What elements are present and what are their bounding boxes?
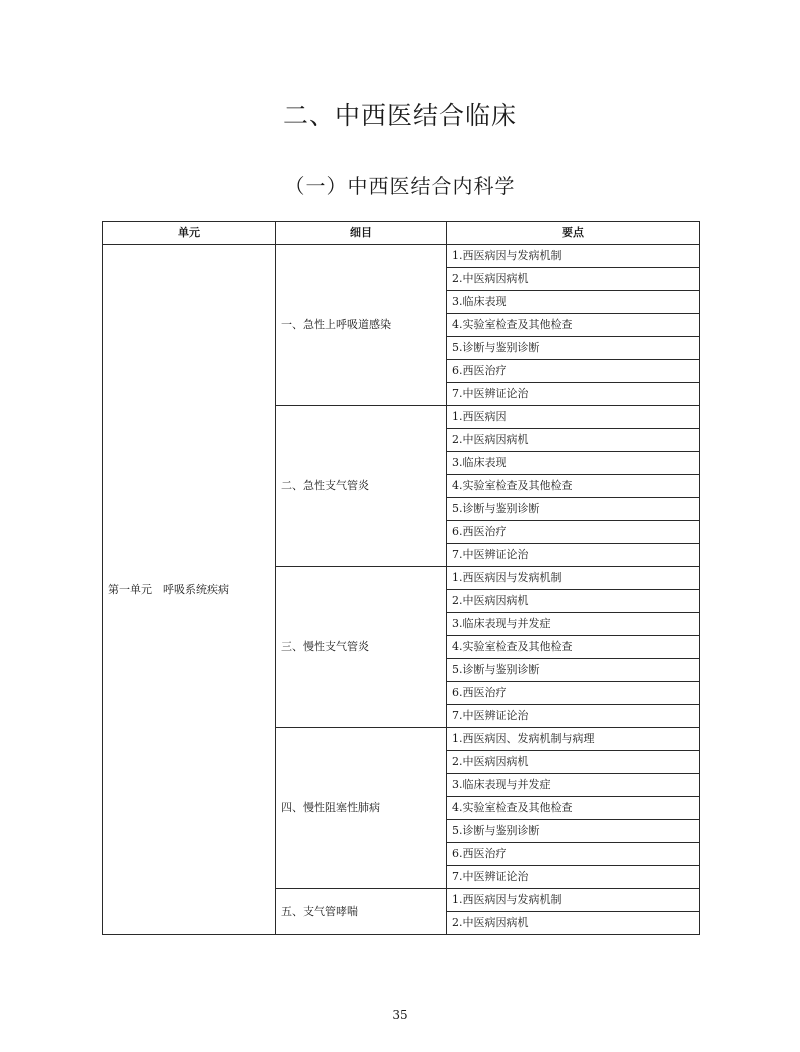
page-number: 35 bbox=[392, 1008, 408, 1022]
syllabus-table bbox=[102, 221, 700, 935]
point-cell: 6.西医治疗 bbox=[447, 843, 700, 866]
point-cell: 2.中医病因病机 bbox=[447, 751, 700, 774]
point-cell: 6.西医治疗 bbox=[447, 360, 700, 383]
point-cell: 4.实验室检查及其他检查 bbox=[447, 475, 700, 498]
point-cell: 5.诊断与鉴别诊断 bbox=[447, 337, 700, 360]
item-cell: 四、慢性阻塞性肺病 bbox=[276, 728, 447, 889]
point-cell: 7.中医辨证论治 bbox=[447, 866, 700, 889]
header-item: 细目 bbox=[276, 222, 447, 245]
point-cell: 7.中医辨证论治 bbox=[447, 544, 700, 567]
point-cell: 4.实验室检查及其他检查 bbox=[447, 636, 700, 659]
point-cell: 3.临床表现与并发症 bbox=[447, 613, 700, 636]
point-cell: 1.西医病因 bbox=[447, 406, 700, 429]
unit-cell: 第一单元 呼吸系统疾病 bbox=[103, 245, 276, 935]
point-cell: 5.诊断与鉴别诊断 bbox=[447, 498, 700, 521]
header-points: 要点 bbox=[447, 222, 700, 245]
point-cell: 7.中医辨证论治 bbox=[447, 705, 700, 728]
point-cell: 5.诊断与鉴别诊断 bbox=[447, 659, 700, 682]
page-title: 二、中西医结合临床 bbox=[282, 101, 517, 130]
point-cell: 5.诊断与鉴别诊断 bbox=[447, 820, 700, 843]
point-cell: 2.中医病因病机 bbox=[447, 429, 700, 452]
point-cell: 3.临床表现 bbox=[447, 452, 700, 475]
point-cell: 1.西医病因与发病机制 bbox=[447, 889, 700, 912]
point-cell: 1.西医病因与发病机制 bbox=[447, 245, 700, 268]
point-cell: 6.西医治疗 bbox=[447, 682, 700, 705]
header-unit: 单元 bbox=[103, 222, 276, 245]
section-title: （一）中西医结合内科学 bbox=[284, 174, 516, 198]
point-cell: 2.中医病因病机 bbox=[447, 268, 700, 291]
item-cell: 二、急性支气管炎 bbox=[276, 406, 447, 567]
item-cell: 三、慢性支气管炎 bbox=[276, 567, 447, 728]
point-cell: 2.中医病因病机 bbox=[447, 912, 700, 935]
point-cell: 3.临床表现与并发症 bbox=[447, 774, 700, 797]
point-cell: 4.实验室检查及其他检查 bbox=[447, 797, 700, 820]
point-cell: 2.中医病因病机 bbox=[447, 590, 700, 613]
point-cell: 3.临床表现 bbox=[447, 291, 700, 314]
item-cell: 一、急性上呼吸道感染 bbox=[276, 245, 447, 406]
table-row bbox=[103, 245, 700, 268]
point-cell: 4.实验室检查及其他检查 bbox=[447, 314, 700, 337]
table-header-row bbox=[103, 222, 700, 245]
point-cell: 1.西医病因、发病机制与病理 bbox=[447, 728, 700, 751]
point-cell: 1.西医病因与发病机制 bbox=[447, 567, 700, 590]
point-cell: 7.中医辨证论治 bbox=[447, 383, 700, 406]
item-cell: 五、支气管哮喘 bbox=[276, 889, 447, 935]
point-cell: 6.西医治疗 bbox=[447, 521, 700, 544]
